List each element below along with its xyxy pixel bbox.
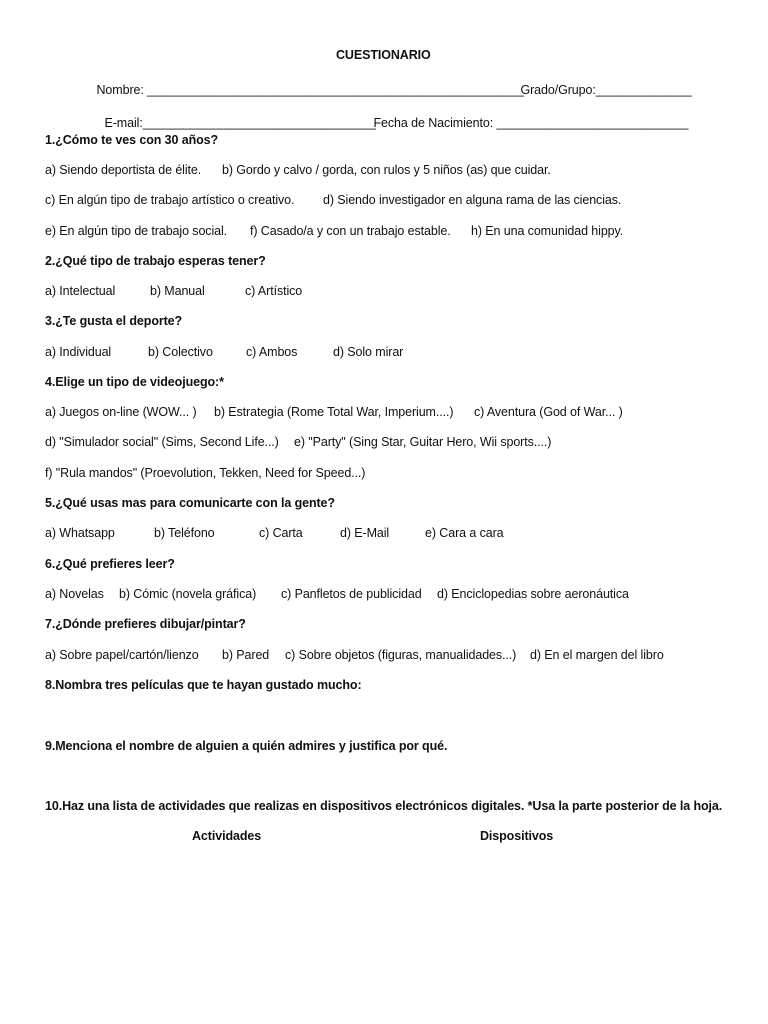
q1-option-b: b) Gordo y calvo / gorda, con rulos y 5 niños (as) que cuidar. [222,163,551,177]
q6-option-a: a) Novelas [45,587,104,601]
q4-option-e: e) "Party" (Sing Star, Guitar Hero, Wii sports....) [294,435,552,449]
question-10: 10.Haz una lista de actividades que realizas en dispositivos electrónicos digitales. *Usa la parte posterior de la hoja. [45,799,723,813]
q5-option-b: b) Teléfono [154,526,215,540]
q3-option-a: a) Individual [45,345,112,359]
page-title: CUESTIONARIO [336,48,431,62]
nombre-label: Nombre: [96,83,148,97]
question-4: 4.Elige un tipo de videojuego:* [45,375,224,389]
email-field[interactable]: __________________________________ [142,116,376,130]
q2-option-a: a) Intelectual [45,284,116,298]
q4-option-a: a) Juegos on-line (WOW... ) [45,405,197,419]
question-8: 8.Nombra tres películas que te hayan gustado mucho: [45,678,362,692]
q1-option-a: a) Siendo deportista de élite. [45,163,202,177]
question-2: 2.¿Qué tipo de trabajo esperas tener? [45,254,266,268]
q3-option-c: c) Ambos [246,345,298,359]
q2-option-c: c) Artístico [245,284,303,298]
fecha-row [360,99,688,147]
q5-option-a: a) Whatsapp [45,526,115,540]
question-9: 9.Menciona el nombre de alguien a quién admires y justifica por qué. [45,739,448,753]
q3-option-b: b) Colectivo [148,345,213,359]
q5-option-d: d) E-Mail [340,526,390,540]
question-3: 3.¿Te gusta el deporte? [45,314,183,328]
q6-option-d: d) Enciclopedias sobre aeronáutica [437,587,629,601]
email-label: E-mail: [104,116,143,130]
dispositivos-header: Dispositivos [480,829,554,843]
q6-option-b: b) Cómic (novela gráfica) [119,587,257,601]
q5-option-e: e) Cara a cara [425,526,504,540]
grado-field[interactable]: ______________ [595,83,692,97]
q4-option-f: f) "Rula mandos" (Proevolution, Tekken, Need for Speed...) [45,466,366,480]
q4-option-c: c) Aventura (God of War... ) [474,405,623,419]
q1-option-h: h) En una comunidad hippy. [471,224,624,238]
q1-option-c: c) En algún tipo de trabajo artístico o creativo. [45,193,295,207]
q6-option-c: c) Panfletos de publicidad [281,587,422,601]
q4-option-b: b) Estrategia (Rome Total War, Imperium....) [214,405,454,419]
q7-option-b: b) Pared [222,648,270,662]
q7-option-d: d) En el margen del libro [530,648,664,662]
q1-option-d: d) Siendo investigador en alguna rama de las ciencias. [323,193,622,207]
q1-option-e: e) En algún tipo de trabajo social. [45,224,228,238]
question-6: 6.¿Qué prefieres leer? [45,557,175,571]
q5-option-c: c) Carta [259,526,303,540]
nombre-field[interactable]: _______________________________________________________ [147,83,524,97]
fecha-field[interactable]: ____________________________ [496,116,689,130]
question-7: 7.¿Dónde prefieres dibujar/pintar? [45,617,246,631]
question-1: 1.¿Cómo te ves con 30 años? [45,133,219,147]
grado-label: Grado/Grupo: [520,83,596,97]
q2-option-b: b) Manual [150,284,205,298]
q7-option-a: a) Sobre papel/cartón/lienzo [45,648,199,662]
question-5: 5.¿Qué usas mas para comunicarte con la gente? [45,496,335,510]
q4-option-d: d) "Simulador social" (Sims, Second Life...) [45,435,279,449]
actividades-header: Actividades [192,829,262,843]
q7-option-c: c) Sobre objetos (figuras, manualidades...) [285,648,517,662]
q3-option-d: d) Solo mirar [333,345,404,359]
fecha-label: Fecha de Nacimiento: [373,116,497,130]
q1-option-f: f) Casado/a y con un trabajo estable. [250,224,451,238]
